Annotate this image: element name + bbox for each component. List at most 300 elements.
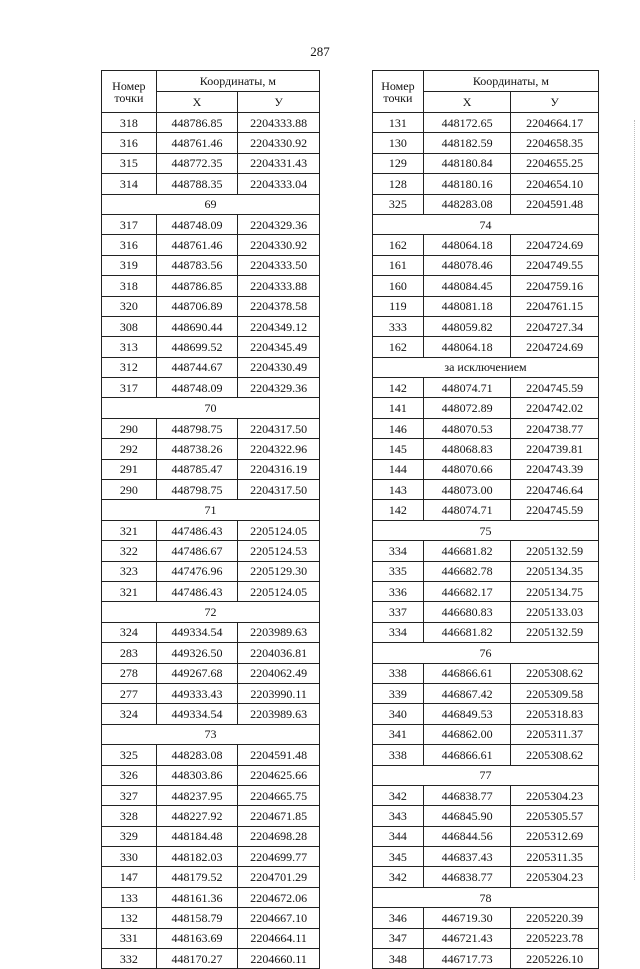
point-number-cell: 145 bbox=[373, 439, 424, 459]
x-coordinate-cell: 448303.86 bbox=[156, 765, 238, 785]
y-coordinate-cell: 2204701.29 bbox=[238, 867, 320, 887]
y-coordinate-cell: 2204739.81 bbox=[511, 439, 599, 459]
point-number-cell: 348 bbox=[373, 949, 424, 969]
scan-edge-mark bbox=[634, 120, 636, 880]
y-coordinate-cell: 2205312.69 bbox=[511, 826, 599, 846]
point-number-header bbox=[102, 71, 157, 113]
table-row bbox=[102, 826, 320, 846]
point-number-cell: 162 bbox=[373, 337, 424, 357]
section-label: 69 bbox=[102, 194, 320, 214]
section-label: 72 bbox=[102, 602, 320, 622]
table-row bbox=[373, 276, 599, 296]
table-row bbox=[102, 765, 320, 785]
point-number-cell: 312 bbox=[102, 357, 157, 377]
table-row bbox=[373, 296, 599, 316]
coordinates-header: Координаты, м bbox=[156, 71, 319, 92]
x-coordinate-cell: 448163.69 bbox=[156, 928, 238, 948]
table-row bbox=[373, 704, 599, 724]
y-coordinate-cell: 2204749.55 bbox=[511, 255, 599, 275]
y-coordinate-cell: 2205134.35 bbox=[511, 561, 599, 581]
x-coordinate-cell: 448761.46 bbox=[156, 235, 238, 255]
y-coordinate-cell: 2205220.39 bbox=[511, 908, 599, 928]
point-number-cell: 142 bbox=[373, 378, 424, 398]
section-row bbox=[373, 357, 599, 377]
x-coordinate-cell: 448237.95 bbox=[156, 785, 238, 805]
y-coordinate-cell: 2204672.06 bbox=[238, 887, 320, 907]
x-coordinate-cell: 448748.09 bbox=[156, 378, 238, 398]
y-coordinate-cell: 2204330.92 bbox=[238, 235, 320, 255]
y-coordinate-cell: 2204591.48 bbox=[238, 745, 320, 765]
section-label: 76 bbox=[373, 643, 599, 663]
y-coordinate-cell: 2205304.23 bbox=[511, 785, 599, 805]
point-number-cell: 339 bbox=[373, 683, 424, 703]
y-coordinate-cell: 2205134.75 bbox=[511, 581, 599, 601]
x-coordinate-cell: 446680.83 bbox=[423, 602, 511, 622]
x-coordinate-cell: 446681.82 bbox=[423, 541, 511, 561]
table-row bbox=[373, 418, 599, 438]
coordinates-table-right bbox=[372, 70, 599, 969]
x-coordinate-cell: 448074.71 bbox=[423, 378, 511, 398]
table-row bbox=[373, 908, 599, 928]
point-number-cell: 321 bbox=[102, 520, 157, 540]
x-coordinate-cell: 447486.43 bbox=[156, 581, 238, 601]
point-number-label: Номер bbox=[381, 78, 415, 93]
table-row bbox=[373, 316, 599, 336]
point-number-cell: 330 bbox=[102, 847, 157, 867]
y-coordinate-cell: 2204333.04 bbox=[238, 174, 320, 194]
x-coordinate-cell: 446866.61 bbox=[423, 745, 511, 765]
table-row bbox=[373, 337, 599, 357]
section-row bbox=[102, 500, 320, 520]
y-coordinate-cell: 2204759.16 bbox=[511, 276, 599, 296]
point-number-cell: 327 bbox=[102, 785, 157, 805]
y-coordinate-cell: 2205308.62 bbox=[511, 745, 599, 765]
y-coordinate-cell: 2205124.05 bbox=[238, 581, 320, 601]
section-label: 73 bbox=[102, 724, 320, 744]
y-coordinate-cell: 2204655.25 bbox=[511, 153, 599, 173]
point-number-cell: 313 bbox=[102, 337, 157, 357]
y-coordinate-cell: 2204743.39 bbox=[511, 459, 599, 479]
table-row bbox=[373, 500, 599, 520]
y-coordinate-cell: 2205124.53 bbox=[238, 541, 320, 561]
section-row bbox=[373, 520, 599, 540]
point-number-cell: 342 bbox=[373, 785, 424, 805]
x-coordinate-cell: 448798.75 bbox=[156, 418, 238, 438]
table-row bbox=[102, 745, 320, 765]
y-coordinate-cell: 2204345.49 bbox=[238, 337, 320, 357]
table-row bbox=[102, 113, 320, 133]
y-coordinate-cell: 2204330.92 bbox=[238, 133, 320, 153]
table-row bbox=[102, 357, 320, 377]
table-row bbox=[373, 745, 599, 765]
table-row bbox=[373, 235, 599, 255]
x-coordinate-cell: 446838.77 bbox=[423, 867, 511, 887]
section-label: за исключением bbox=[373, 357, 599, 377]
table-row bbox=[102, 214, 320, 234]
table-row bbox=[102, 663, 320, 683]
y-coordinate-cell: 2204333.50 bbox=[238, 255, 320, 275]
x-coordinate-cell: 446866.61 bbox=[423, 663, 511, 683]
y-header: У bbox=[238, 92, 320, 113]
section-label: 78 bbox=[373, 887, 599, 907]
x-coordinate-cell: 448699.52 bbox=[156, 337, 238, 357]
point-number-cell: 316 bbox=[102, 235, 157, 255]
point-number-cell: 321 bbox=[102, 581, 157, 601]
y-coordinate-cell: 2204665.75 bbox=[238, 785, 320, 805]
section-label: 75 bbox=[373, 520, 599, 540]
point-number-cell: 320 bbox=[102, 296, 157, 316]
table-row bbox=[373, 826, 599, 846]
point-number-cell: 344 bbox=[373, 826, 424, 846]
x-coordinate-cell: 446867.42 bbox=[423, 683, 511, 703]
x-coordinate-cell: 446682.78 bbox=[423, 561, 511, 581]
x-coordinate-cell: 449326.50 bbox=[156, 643, 238, 663]
point-number-cell: 338 bbox=[373, 745, 424, 765]
y-coordinate-cell: 2205308.62 bbox=[511, 663, 599, 683]
y-coordinate-cell: 2204727.34 bbox=[511, 316, 599, 336]
table-row bbox=[102, 235, 320, 255]
y-coordinate-cell: 2204699.77 bbox=[238, 847, 320, 867]
x-coordinate-cell: 449267.68 bbox=[156, 663, 238, 683]
y-coordinate-cell: 2204658.35 bbox=[511, 133, 599, 153]
y-coordinate-cell: 2204333.88 bbox=[238, 113, 320, 133]
point-number-cell: 337 bbox=[373, 602, 424, 622]
table-row bbox=[102, 520, 320, 540]
table-row bbox=[102, 683, 320, 703]
table-row bbox=[102, 622, 320, 642]
table-row bbox=[373, 113, 599, 133]
x-coordinate-cell: 448180.16 bbox=[423, 174, 511, 194]
y-coordinate-cell: 2204329.36 bbox=[238, 214, 320, 234]
point-number-cell: 328 bbox=[102, 806, 157, 826]
point-number-cell: 146 bbox=[373, 418, 424, 438]
point-number-cell: 338 bbox=[373, 663, 424, 683]
point-number-cell: 314 bbox=[102, 174, 157, 194]
point-number-cell: 290 bbox=[102, 480, 157, 500]
y-coordinate-cell: 2205132.59 bbox=[511, 541, 599, 561]
x-coordinate-cell: 446838.77 bbox=[423, 785, 511, 805]
y-coordinate-cell: 2203989.63 bbox=[238, 622, 320, 642]
table-row bbox=[373, 398, 599, 418]
y-coordinate-cell: 2204664.11 bbox=[238, 928, 320, 948]
point-number-cell: 343 bbox=[373, 806, 424, 826]
y-coordinate-cell: 2205311.37 bbox=[511, 724, 599, 744]
y-coordinate-cell: 2203989.63 bbox=[238, 704, 320, 724]
y-coordinate-cell: 2204738.77 bbox=[511, 418, 599, 438]
table-row bbox=[102, 316, 320, 336]
table-row bbox=[373, 663, 599, 683]
point-number-cell: 315 bbox=[102, 153, 157, 173]
x-header: X bbox=[156, 92, 238, 113]
y-coordinate-cell: 2204625.66 bbox=[238, 765, 320, 785]
point-number-cell: 133 bbox=[102, 887, 157, 907]
point-number-label: Номер bbox=[112, 78, 146, 93]
table-row bbox=[373, 194, 599, 214]
point-number-cell: 129 bbox=[373, 153, 424, 173]
point-number-cell: 334 bbox=[373, 541, 424, 561]
section-row bbox=[373, 643, 599, 663]
table-row bbox=[102, 418, 320, 438]
table-row bbox=[373, 867, 599, 887]
table-row bbox=[373, 378, 599, 398]
point-number-cell: 318 bbox=[102, 276, 157, 296]
y-coordinate-cell: 2203990.11 bbox=[238, 683, 320, 703]
x-coordinate-cell: 448788.35 bbox=[156, 174, 238, 194]
x-coordinate-cell: 446845.90 bbox=[423, 806, 511, 826]
point-number-cell: 325 bbox=[373, 194, 424, 214]
x-coordinate-cell: 448748.09 bbox=[156, 214, 238, 234]
x-coordinate-cell: 448283.08 bbox=[156, 745, 238, 765]
x-coordinate-cell: 449333.43 bbox=[156, 683, 238, 703]
table-row bbox=[102, 908, 320, 928]
table-row bbox=[373, 561, 599, 581]
point-number-cell: 161 bbox=[373, 255, 424, 275]
point-number-cell: 291 bbox=[102, 459, 157, 479]
y-coordinate-cell: 2204745.59 bbox=[511, 378, 599, 398]
x-coordinate-cell: 448064.18 bbox=[423, 235, 511, 255]
section-row bbox=[373, 214, 599, 234]
point-number-cell: 333 bbox=[373, 316, 424, 336]
point-number-cell: 143 bbox=[373, 480, 424, 500]
table-row bbox=[373, 255, 599, 275]
y-coordinate-cell: 2205132.59 bbox=[511, 622, 599, 642]
y-coordinate-cell: 2205304.23 bbox=[511, 867, 599, 887]
table-row bbox=[373, 806, 599, 826]
table-row bbox=[373, 602, 599, 622]
y-coordinate-cell: 2205318.83 bbox=[511, 704, 599, 724]
point-number-cell: 342 bbox=[373, 867, 424, 887]
point-number-cell: 331 bbox=[102, 928, 157, 948]
y-coordinate-cell: 2204660.11 bbox=[238, 949, 320, 969]
x-coordinate-cell: 448786.85 bbox=[156, 276, 238, 296]
table-row bbox=[102, 561, 320, 581]
table-row bbox=[373, 847, 599, 867]
y-header: У bbox=[511, 92, 599, 113]
x-coordinate-cell: 448738.26 bbox=[156, 439, 238, 459]
x-coordinate-cell: 446862.00 bbox=[423, 724, 511, 744]
x-coordinate-cell: 446837.43 bbox=[423, 847, 511, 867]
coordinates-table-left bbox=[101, 70, 320, 969]
y-coordinate-cell: 2204331.43 bbox=[238, 153, 320, 173]
point-number-cell: 345 bbox=[373, 847, 424, 867]
point-number-cell: 130 bbox=[373, 133, 424, 153]
y-coordinate-cell: 2204591.48 bbox=[511, 194, 599, 214]
y-coordinate-cell: 2204330.49 bbox=[238, 357, 320, 377]
y-coordinate-cell: 2204654.10 bbox=[511, 174, 599, 194]
y-coordinate-cell: 2205124.05 bbox=[238, 520, 320, 540]
page-number: 287 bbox=[310, 44, 330, 59]
x-coordinate-cell: 446717.73 bbox=[423, 949, 511, 969]
y-coordinate-cell: 2204724.69 bbox=[511, 337, 599, 357]
table-row bbox=[373, 928, 599, 948]
x-coordinate-cell: 446849.53 bbox=[423, 704, 511, 724]
point-number-cell: 316 bbox=[102, 133, 157, 153]
y-coordinate-cell: 2205311.35 bbox=[511, 847, 599, 867]
y-coordinate-cell: 2204745.59 bbox=[511, 500, 599, 520]
section-label: 71 bbox=[102, 500, 320, 520]
point-number-cell: 336 bbox=[373, 581, 424, 601]
x-coordinate-cell: 448064.18 bbox=[423, 337, 511, 357]
x-coordinate-cell: 447486.67 bbox=[156, 541, 238, 561]
table-row bbox=[102, 296, 320, 316]
table-row bbox=[102, 847, 320, 867]
x-coordinate-cell: 448084.45 bbox=[423, 276, 511, 296]
section-row bbox=[102, 398, 320, 418]
x-coordinate-cell: 448182.59 bbox=[423, 133, 511, 153]
table-row bbox=[373, 581, 599, 601]
x-coordinate-cell: 448161.36 bbox=[156, 887, 238, 907]
x-coordinate-cell: 448179.52 bbox=[156, 867, 238, 887]
table-row bbox=[102, 133, 320, 153]
point-number-cell: 142 bbox=[373, 500, 424, 520]
x-header: X bbox=[423, 92, 511, 113]
point-number-cell: 128 bbox=[373, 174, 424, 194]
y-coordinate-cell: 2204329.36 bbox=[238, 378, 320, 398]
x-coordinate-cell: 448227.92 bbox=[156, 806, 238, 826]
table-row bbox=[102, 174, 320, 194]
table-row bbox=[373, 459, 599, 479]
point-number-cell: 277 bbox=[102, 683, 157, 703]
section-label: 70 bbox=[102, 398, 320, 418]
table-row bbox=[102, 806, 320, 826]
table-row bbox=[373, 439, 599, 459]
table-row bbox=[373, 785, 599, 805]
x-coordinate-cell: 448182.03 bbox=[156, 847, 238, 867]
y-coordinate-cell: 2204317.50 bbox=[238, 480, 320, 500]
y-coordinate-cell: 2204349.12 bbox=[238, 316, 320, 336]
point-number-cell: 160 bbox=[373, 276, 424, 296]
section-label: 74 bbox=[373, 214, 599, 234]
x-coordinate-cell: 448283.08 bbox=[423, 194, 511, 214]
x-coordinate-cell: 448798.75 bbox=[156, 480, 238, 500]
y-coordinate-cell: 2205226.10 bbox=[511, 949, 599, 969]
point-number-cell: 332 bbox=[102, 949, 157, 969]
x-coordinate-cell: 448170.27 bbox=[156, 949, 238, 969]
y-coordinate-cell: 2204036.81 bbox=[238, 643, 320, 663]
point-number-cell: 319 bbox=[102, 255, 157, 275]
x-coordinate-cell: 449334.54 bbox=[156, 704, 238, 724]
table-row bbox=[373, 480, 599, 500]
x-coordinate-cell: 448744.67 bbox=[156, 357, 238, 377]
point-number-cell: 131 bbox=[373, 113, 424, 133]
y-coordinate-cell: 2204333.88 bbox=[238, 276, 320, 296]
table-row bbox=[102, 255, 320, 275]
x-coordinate-cell: 446682.17 bbox=[423, 581, 511, 601]
y-coordinate-cell: 2204378.58 bbox=[238, 296, 320, 316]
section-row bbox=[373, 765, 599, 785]
point-number-cell: 325 bbox=[102, 745, 157, 765]
section-row bbox=[102, 724, 320, 744]
y-coordinate-cell: 2205133.03 bbox=[511, 602, 599, 622]
y-coordinate-cell: 2204062.49 bbox=[238, 663, 320, 683]
y-coordinate-cell: 2204671.85 bbox=[238, 806, 320, 826]
point-number-cell: 334 bbox=[373, 622, 424, 642]
table-row bbox=[102, 704, 320, 724]
y-coordinate-cell: 2204667.10 bbox=[238, 908, 320, 928]
point-number-cell: 308 bbox=[102, 316, 157, 336]
table-row bbox=[102, 439, 320, 459]
table-row bbox=[373, 949, 599, 969]
y-coordinate-cell: 2204316.19 bbox=[238, 459, 320, 479]
x-coordinate-cell: 448158.79 bbox=[156, 908, 238, 928]
x-coordinate-cell: 448073.00 bbox=[423, 480, 511, 500]
point-number-cell: 335 bbox=[373, 561, 424, 581]
y-coordinate-cell: 2204698.28 bbox=[238, 826, 320, 846]
point-number-cell: 141 bbox=[373, 398, 424, 418]
y-coordinate-cell: 2204746.64 bbox=[511, 480, 599, 500]
table-row bbox=[102, 785, 320, 805]
y-coordinate-cell: 2205223.78 bbox=[511, 928, 599, 948]
x-coordinate-cell: 448172.65 bbox=[423, 113, 511, 133]
point-number-cell: 329 bbox=[102, 826, 157, 846]
table-row bbox=[102, 153, 320, 173]
table-row bbox=[102, 276, 320, 296]
table-body-left bbox=[102, 113, 320, 969]
y-coordinate-cell: 2204664.17 bbox=[511, 113, 599, 133]
point-number-cell: 347 bbox=[373, 928, 424, 948]
point-label: точки bbox=[114, 90, 144, 105]
point-number-cell: 119 bbox=[373, 296, 424, 316]
table-row bbox=[102, 337, 320, 357]
x-coordinate-cell: 448706.89 bbox=[156, 296, 238, 316]
point-number-cell: 162 bbox=[373, 235, 424, 255]
point-number-cell: 323 bbox=[102, 561, 157, 581]
y-coordinate-cell: 2204724.69 bbox=[511, 235, 599, 255]
table-row bbox=[373, 174, 599, 194]
x-coordinate-cell: 448761.46 bbox=[156, 133, 238, 153]
point-number-cell: 132 bbox=[102, 908, 157, 928]
x-coordinate-cell: 448074.71 bbox=[423, 500, 511, 520]
point-number-cell: 326 bbox=[102, 765, 157, 785]
point-number-cell: 317 bbox=[102, 214, 157, 234]
section-row bbox=[102, 602, 320, 622]
point-number-cell: 283 bbox=[102, 643, 157, 663]
x-coordinate-cell: 448690.44 bbox=[156, 316, 238, 336]
x-coordinate-cell: 448072.89 bbox=[423, 398, 511, 418]
x-coordinate-cell: 446719.30 bbox=[423, 908, 511, 928]
x-coordinate-cell: 447476.96 bbox=[156, 561, 238, 581]
point-label: точки bbox=[383, 90, 413, 105]
point-number-cell: 324 bbox=[102, 622, 157, 642]
point-number-cell: 292 bbox=[102, 439, 157, 459]
table-row bbox=[373, 724, 599, 744]
point-number-cell: 341 bbox=[373, 724, 424, 744]
point-number-cell: 147 bbox=[102, 867, 157, 887]
x-coordinate-cell: 448081.18 bbox=[423, 296, 511, 316]
table-row bbox=[102, 928, 320, 948]
point-number-cell: 324 bbox=[102, 704, 157, 724]
point-number-cell: 322 bbox=[102, 541, 157, 561]
y-coordinate-cell: 2204322.96 bbox=[238, 439, 320, 459]
table-row bbox=[102, 459, 320, 479]
y-coordinate-cell: 2204317.50 bbox=[238, 418, 320, 438]
x-coordinate-cell: 448068.83 bbox=[423, 439, 511, 459]
x-coordinate-cell: 448184.48 bbox=[156, 826, 238, 846]
point-number-cell: 278 bbox=[102, 663, 157, 683]
x-coordinate-cell: 448772.35 bbox=[156, 153, 238, 173]
x-coordinate-cell: 449334.54 bbox=[156, 622, 238, 642]
x-coordinate-cell: 448180.84 bbox=[423, 153, 511, 173]
section-label: 77 bbox=[373, 765, 599, 785]
x-coordinate-cell: 448059.82 bbox=[423, 316, 511, 336]
x-coordinate-cell: 448070.66 bbox=[423, 459, 511, 479]
point-number-cell: 340 bbox=[373, 704, 424, 724]
point-number-cell: 318 bbox=[102, 113, 157, 133]
point-number-cell: 346 bbox=[373, 908, 424, 928]
table-row bbox=[373, 622, 599, 642]
table-row bbox=[373, 683, 599, 703]
x-coordinate-cell: 447486.43 bbox=[156, 520, 238, 540]
